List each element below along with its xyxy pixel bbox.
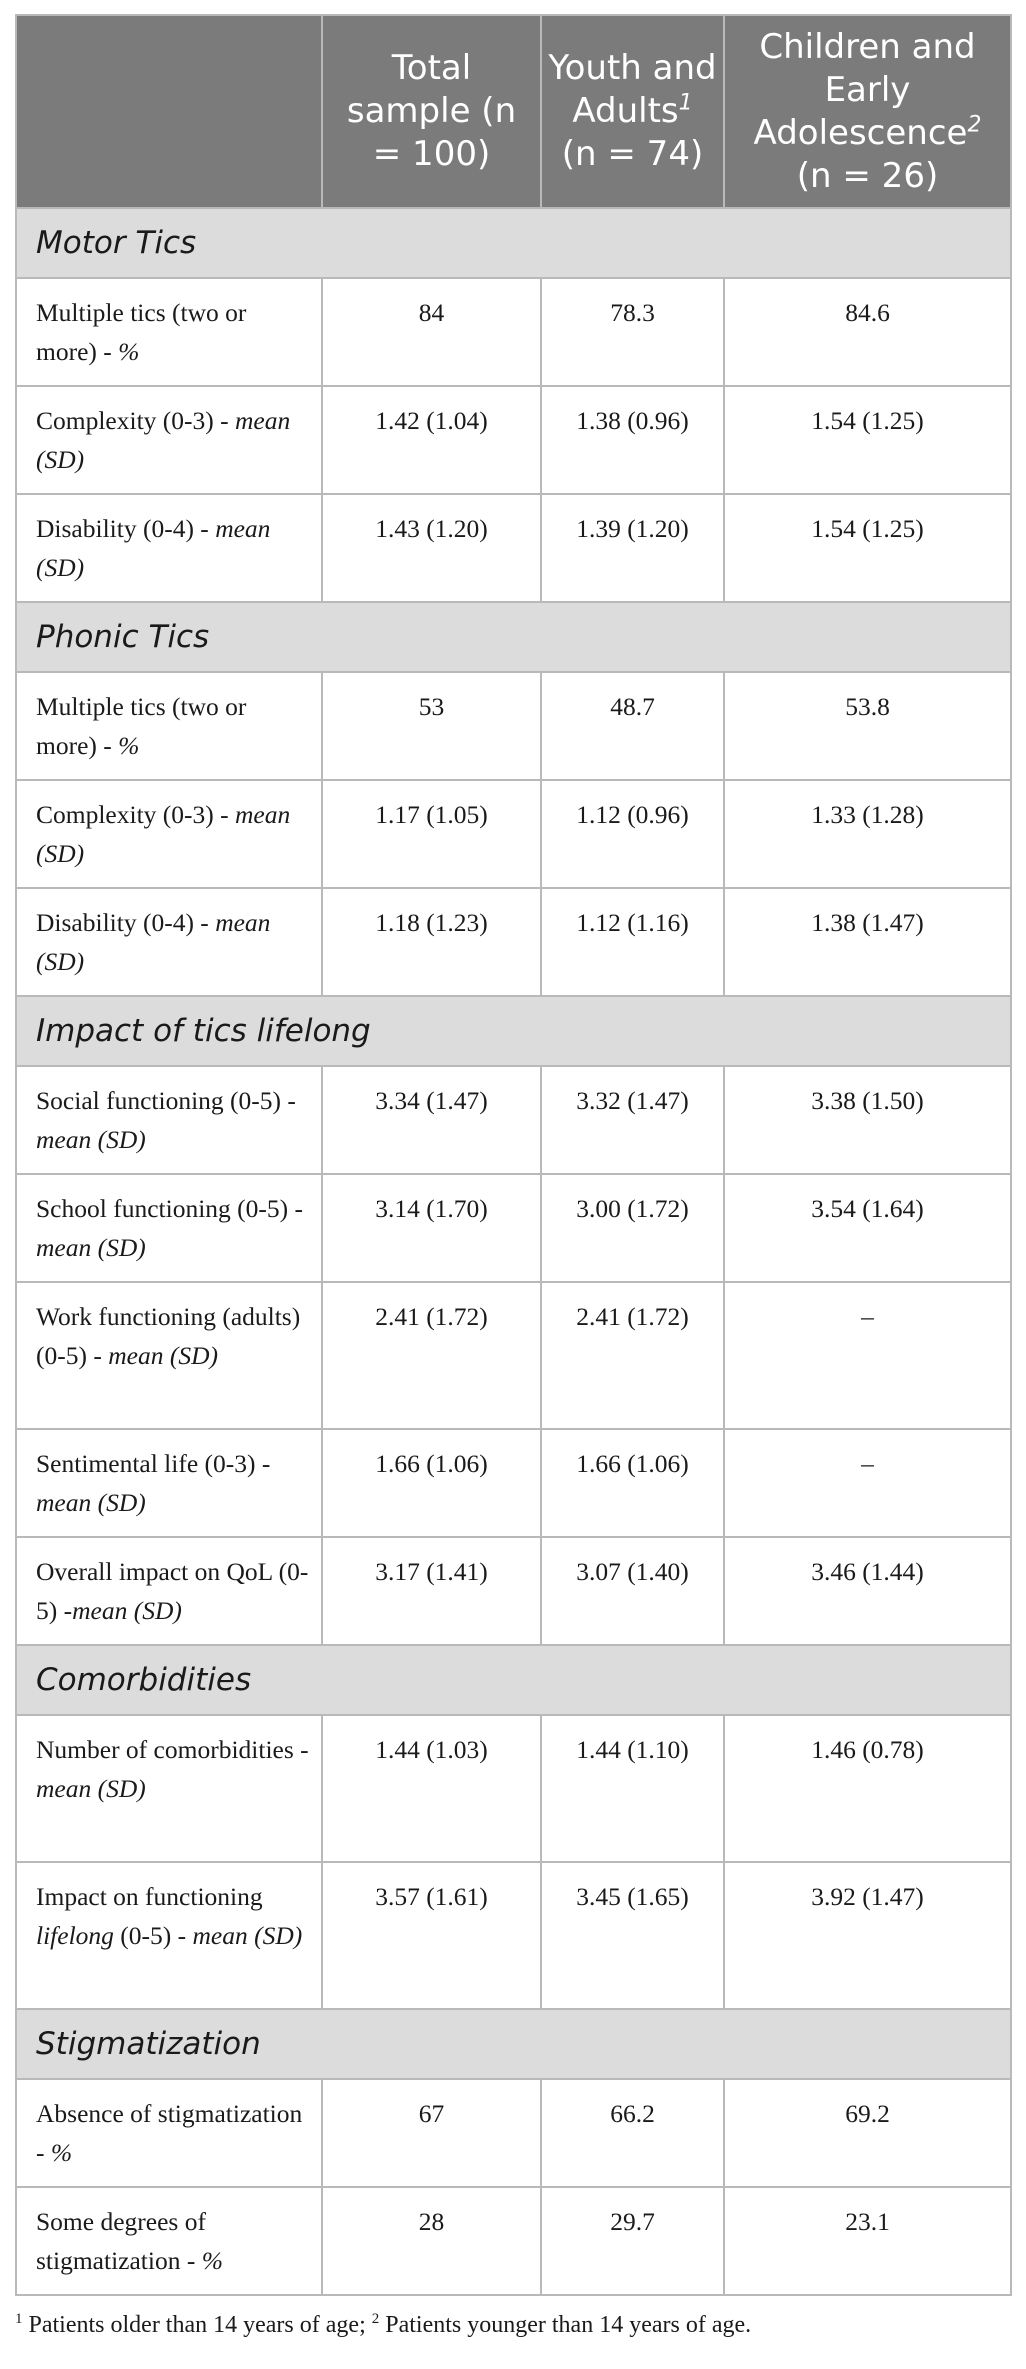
header-row: [16, 15, 1011, 208]
children-value: 84.6: [724, 278, 1011, 386]
children-value: 1.38 (1.47): [724, 888, 1011, 996]
youth-adults-value: 3.45 (1.65): [541, 1862, 724, 2009]
row-label: [16, 278, 322, 386]
youth-adults-value: 1.12 (1.16): [541, 888, 724, 996]
total-sample-value: 1.43 (1.20): [322, 494, 541, 602]
total-sample-value: 3.57 (1.61): [322, 1862, 541, 2009]
table-row: [16, 1537, 1011, 1645]
table-row: [16, 1066, 1011, 1174]
children-value: –: [724, 1429, 1011, 1537]
row-label-italic: mean (SD): [36, 800, 291, 868]
footnote-marker: 1: [678, 90, 693, 116]
row-label: [16, 672, 322, 780]
children-value: 1.46 (0.78): [724, 1715, 1011, 1862]
total-sample-value: 28: [322, 2187, 541, 2295]
footnote-text: Patients older than 14 years of age;: [22, 2312, 372, 2338]
table-row: [16, 888, 1011, 996]
table-row: [16, 672, 1011, 780]
youth-adults-value: 66.2: [541, 2079, 724, 2187]
table-row: [16, 780, 1011, 888]
table-row: [16, 2079, 1011, 2187]
section-title: Phonic Tics: [16, 602, 1011, 672]
section-title: Motor Tics: [16, 208, 1011, 278]
section-header-row: [16, 602, 1011, 672]
row-label-italic: lifelong: [36, 1921, 114, 1950]
total-sample-value: 2.41 (1.72): [322, 1282, 541, 1429]
row-label-italic: %: [201, 2246, 223, 2275]
row-label-italic: mean (SD): [36, 406, 291, 474]
table-row: [16, 1862, 1011, 2009]
row-label: [16, 1862, 322, 2009]
row-label: [16, 494, 322, 602]
table-row: [16, 494, 1011, 602]
row-label-text: (0-5) -: [113, 1921, 193, 1950]
row-label-italic: mean (SD): [36, 908, 271, 976]
section-header-row: [16, 996, 1011, 1066]
section-header-row: [16, 1645, 1011, 1715]
data-table: [15, 14, 1012, 2296]
footnote: [15, 2311, 751, 2339]
children-value: 3.38 (1.50): [724, 1066, 1011, 1174]
table-row: [16, 386, 1011, 494]
row-label: [16, 1174, 322, 1282]
row-label: [16, 780, 322, 888]
header-total-sample: Total sample (n = 100): [322, 15, 541, 208]
table-row: [16, 278, 1011, 386]
children-value: 1.54 (1.25): [724, 494, 1011, 602]
total-sample-value: 3.17 (1.41): [322, 1537, 541, 1645]
row-label-italic: mean (SD): [36, 1774, 146, 1803]
row-label: [16, 2187, 322, 2295]
youth-adults-value: 1.44 (1.10): [541, 1715, 724, 1862]
section-title: Comorbidities: [16, 1645, 1011, 1715]
children-value: 69.2: [724, 2079, 1011, 2187]
row-label-text: Sentimental life (0-3) -: [36, 1449, 271, 1478]
youth-adults-value: 29.7: [541, 2187, 724, 2295]
table-body: [16, 208, 1011, 2295]
youth-adults-value: 3.00 (1.72): [541, 1174, 724, 1282]
header-youth-adults: [541, 15, 724, 208]
table-row: [16, 2187, 1011, 2295]
footnote-marker: 2: [371, 2311, 380, 2327]
row-label-italic: mean (SD): [36, 1488, 146, 1517]
row-label-text: School functioning (0-5) -: [36, 1194, 303, 1223]
row-label-text: Absence of stigmatization -: [36, 2099, 303, 2167]
section-title: Stigmatization: [16, 2009, 1011, 2079]
section-header-row: [16, 208, 1011, 278]
children-value: 3.46 (1.44): [724, 1537, 1011, 1645]
children-value: –: [724, 1282, 1011, 1429]
children-value: 1.33 (1.28): [724, 780, 1011, 888]
row-label-text: Overall impact on QoL (0-5) -: [36, 1557, 309, 1625]
table-row: [16, 1429, 1011, 1537]
section-title: Impact of tics lifelong: [16, 996, 1011, 1066]
row-label-text: Some degrees of stigmatization -: [36, 2207, 206, 2275]
youth-adults-value: 3.07 (1.40): [541, 1537, 724, 1645]
youth-adults-value: 1.38 (0.96): [541, 386, 724, 494]
row-label-text: Multiple tics (two or more) -: [36, 298, 247, 366]
youth-adults-value: 78.3: [541, 278, 724, 386]
children-value: 1.54 (1.25): [724, 386, 1011, 494]
children-value: 3.92 (1.47): [724, 1862, 1011, 2009]
row-label-italic: mean (SD): [36, 1233, 146, 1262]
total-sample-value: 53: [322, 672, 541, 780]
youth-adults-value: 48.7: [541, 672, 724, 780]
row-label: [16, 1429, 322, 1537]
row-label-text: Disability (0-4) -: [36, 514, 216, 543]
header-children-label: Children and Early Adolescence: [753, 26, 976, 153]
youth-adults-value: 3.32 (1.47): [541, 1066, 724, 1174]
row-label: [16, 2079, 322, 2187]
table-row: [16, 1174, 1011, 1282]
row-label: [16, 386, 322, 494]
row-label-text: Work functioning (adults) (0-5) -: [36, 1302, 301, 1370]
footnote-text: Patients younger than 14 years of age.: [379, 2312, 752, 2338]
table-row: [16, 1715, 1011, 1862]
footnote-marker: 2: [967, 112, 982, 138]
header-children: [724, 15, 1011, 208]
youth-adults-value: 1.66 (1.06): [541, 1429, 724, 1537]
row-label: [16, 1537, 322, 1645]
section-header-row: [16, 2009, 1011, 2079]
youth-adults-value: 2.41 (1.72): [541, 1282, 724, 1429]
header-youth-adults-n: (n = 74): [561, 134, 704, 174]
total-sample-value: 1.18 (1.23): [322, 888, 541, 996]
row-label-italic: mean (SD): [108, 1341, 218, 1370]
total-sample-value: 1.66 (1.06): [322, 1429, 541, 1537]
header-youth-adults-label: Youth and Adults: [548, 48, 717, 131]
children-value: 53.8: [724, 672, 1011, 780]
total-sample-value: 3.14 (1.70): [322, 1174, 541, 1282]
footnote-marker: 1: [15, 2311, 23, 2327]
children-value: 23.1: [724, 2187, 1011, 2295]
header-empty-cell: [16, 15, 322, 208]
total-sample-value: 1.44 (1.03): [322, 1715, 541, 1862]
row-label-italic: mean (SD): [72, 1596, 182, 1625]
header-children-n: (n = 26): [796, 155, 939, 196]
total-sample-value: 84: [322, 278, 541, 386]
row-label-italic: mean (SD): [36, 1125, 146, 1154]
total-sample-value: 1.17 (1.05): [322, 780, 541, 888]
total-sample-value: 67: [322, 2079, 541, 2187]
row-label: [16, 1715, 322, 1862]
row-label-italic: mean (SD): [192, 1921, 303, 1950]
total-sample-value: 1.42 (1.04): [322, 386, 541, 494]
total-sample-value: 3.34 (1.47): [322, 1066, 541, 1174]
youth-adults-value: 1.39 (1.20): [541, 494, 724, 602]
row-label: [16, 1282, 322, 1429]
row-label-italic: %: [118, 337, 140, 366]
row-label-text: Disability (0-4) -: [36, 908, 216, 937]
row-label-text: Number of comorbidities -: [36, 1735, 309, 1764]
row-label-text: Complexity (0-3) -: [36, 406, 236, 435]
row-label-text: Multiple tics (two or more) -: [36, 692, 247, 760]
row-label-italic: %: [50, 2138, 73, 2167]
row-label-italic: mean (SD): [36, 514, 271, 582]
table-container: [15, 14, 1010, 2296]
row-label-text: Social functioning (0-5) -: [36, 1086, 296, 1115]
row-label-text: Complexity (0-3) -: [36, 800, 236, 829]
children-value: 3.54 (1.64): [724, 1174, 1011, 1282]
row-label: [16, 1066, 322, 1174]
youth-adults-value: 1.12 (0.96): [541, 780, 724, 888]
row-label-text: Impact on functioning: [36, 1882, 263, 1911]
row-label-italic: %: [118, 731, 140, 760]
row-label: [16, 888, 322, 996]
table-row: [16, 1282, 1011, 1429]
